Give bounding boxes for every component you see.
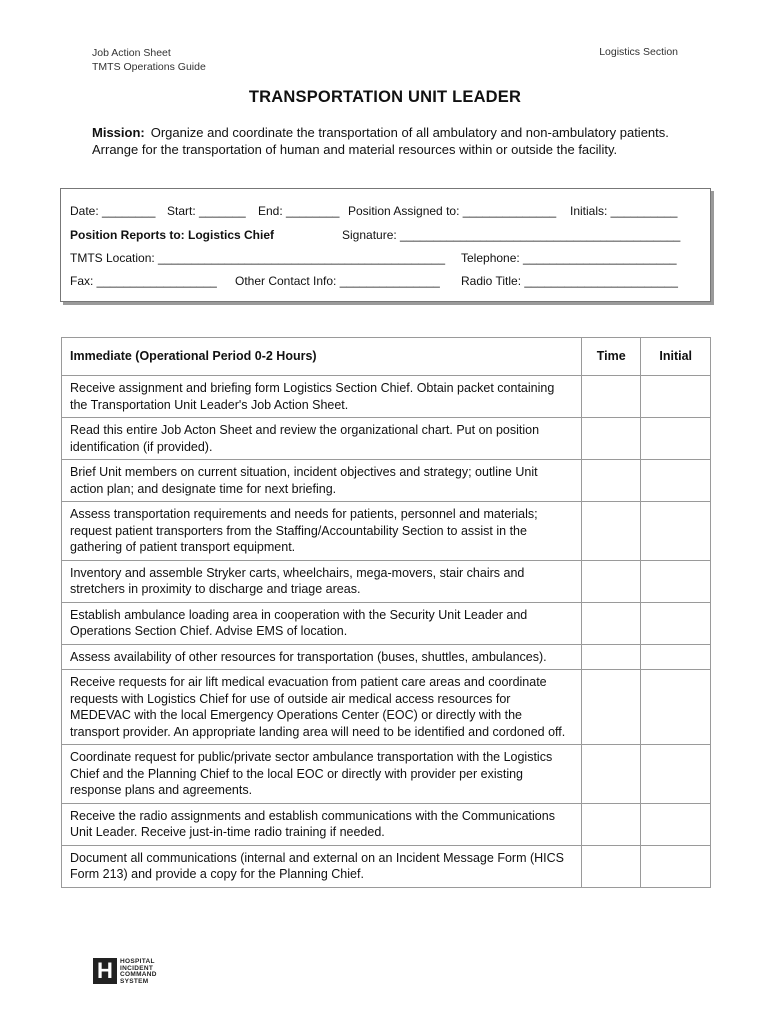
- page-title: TRANSPORTATION UNIT LEADER: [248, 88, 522, 106]
- table-row: [62, 803, 711, 845]
- task-text: Receive the radio assignments and establish communications with the Communications Unit Leader. Receive just-in-time radio training if needed.: [62, 803, 582, 845]
- table-row: [62, 418, 711, 460]
- task-text: Assess availability of other resources for transportation (buses, shuttles, ambulances).: [62, 644, 582, 670]
- hics-logo-mark: H: [93, 958, 117, 984]
- table-row: [62, 460, 711, 502]
- mission-statement: [92, 124, 692, 158]
- header-section: Logistics Section: [599, 46, 678, 58]
- task-text: Inventory and assemble Stryker carts, wheelchairs, mega-movers, stair chairs and stretchers in proximity to discharge and triage areas.: [62, 560, 582, 602]
- time-cell[interactable]: [582, 602, 641, 644]
- tmts-location-field[interactable]: TMTS Location: ___________________________________________: [70, 251, 446, 265]
- table-row: [62, 560, 711, 602]
- initial-cell[interactable]: [641, 560, 711, 602]
- initial-cell[interactable]: [641, 745, 711, 804]
- mission-label: Mission:: [92, 125, 145, 140]
- task-text: Coordinate request for public/private sector ambulance transportation with the Logistics Chief and the Planning Chief to the local EOC or directly with provider per existing response plans and agreements.: [62, 745, 582, 804]
- initial-cell[interactable]: [641, 644, 711, 670]
- time-cell[interactable]: [582, 460, 641, 502]
- time-cell[interactable]: [582, 376, 641, 418]
- task-text: Assess transportation requirements and needs for patients, personnel and materials; request patient transporters from the Staffing/Accountability Section to assist in the gathering of patient transport equipment.: [62, 502, 582, 561]
- table-row: [62, 670, 711, 745]
- position-assigned-field[interactable]: Position Assigned to: ______________: [348, 204, 557, 218]
- task-text: Receive assignment and briefing form Logistics Section Chief. Obtain packet containing the Transportation Unit Leader's Job Action Sheet.: [62, 376, 582, 418]
- header-left: [92, 46, 206, 74]
- header-guide-name: TMTS Operations Guide: [92, 61, 206, 73]
- time-cell[interactable]: [582, 560, 641, 602]
- time-cell[interactable]: [582, 803, 641, 845]
- task-text: Receive requests for air lift medical evacuation from patient care areas and coordinate requests with Logistics Chief for use of outside air medical access resources for MEDEVAC with the local Emergency Operations Center (EOC) or directly with the transport provider. An appropriate landing area will need to be identified and cordoned off.: [62, 670, 582, 745]
- task-checklist-table: [61, 337, 711, 888]
- time-cell[interactable]: [582, 644, 641, 670]
- radio-title-field[interactable]: Radio Title: _______________________: [461, 274, 678, 288]
- time-cell[interactable]: [582, 845, 641, 887]
- initial-cell[interactable]: [641, 803, 711, 845]
- header-time: Time: [582, 338, 641, 376]
- initial-cell[interactable]: [641, 460, 711, 502]
- task-text: Read this entire Job Acton Sheet and review the organizational chart. Put on position identification (if provided).: [62, 418, 582, 460]
- date-field[interactable]: Date: ________: [70, 204, 156, 218]
- table-row: [62, 376, 711, 418]
- initial-cell[interactable]: [641, 418, 711, 460]
- header-sheet-type: Job Action Sheet: [92, 47, 171, 59]
- fax-field[interactable]: Fax: __________________: [70, 274, 217, 288]
- time-cell[interactable]: [582, 745, 641, 804]
- table-row: [62, 602, 711, 644]
- header-immediate: Immediate (Operational Period 0-2 Hours): [62, 338, 582, 376]
- initials-field[interactable]: Initials: __________: [570, 204, 678, 218]
- table-row: [62, 644, 711, 670]
- end-field[interactable]: End: ________: [258, 204, 340, 218]
- table-row: [62, 845, 711, 887]
- mission-text: Organize and coordinate the transportation of all ambulatory and non-ambulatory patients. Arrange for the transportation of human and material resources within or outside the facility.: [92, 125, 669, 157]
- signature-field[interactable]: Signature: __________________________________________: [342, 228, 681, 242]
- initial-cell[interactable]: [641, 602, 711, 644]
- time-cell[interactable]: [582, 502, 641, 561]
- other-contact-field[interactable]: Other Contact Info: _______________: [235, 274, 440, 288]
- task-text: Brief Unit members on current situation, incident objectives and strategy; outline Unit action plan; and designate time for next briefing.: [62, 460, 582, 502]
- initial-cell[interactable]: [641, 845, 711, 887]
- table-row: [62, 745, 711, 804]
- reports-to-label: Position Reports to: Logistics Chief: [70, 228, 275, 242]
- position-info-box: [60, 188, 711, 302]
- initial-cell[interactable]: [641, 376, 711, 418]
- task-text: Establish ambulance loading area in cooperation with the Security Unit Leader and Operations Section Chief. Advise EMS of location.: [62, 602, 582, 644]
- hics-logo: [93, 958, 161, 986]
- start-field[interactable]: Start: _______: [167, 204, 246, 218]
- table-header-row: [62, 338, 711, 376]
- initial-cell[interactable]: [641, 502, 711, 561]
- initial-cell[interactable]: [641, 670, 711, 745]
- telephone-field[interactable]: Telephone: _______________________: [461, 251, 677, 265]
- hics-logo-text: HOSPITAL INCIDENT COMMAND SYSTEM: [120, 958, 157, 985]
- table-row: [62, 502, 711, 561]
- time-cell[interactable]: [582, 670, 641, 745]
- time-cell[interactable]: [582, 418, 641, 460]
- header-initial: Initial: [641, 338, 711, 376]
- task-text: Document all communications (internal and external on an Incident Message Form (HICS Form 213) and provide a copy for the Planning Chief.: [62, 845, 582, 887]
